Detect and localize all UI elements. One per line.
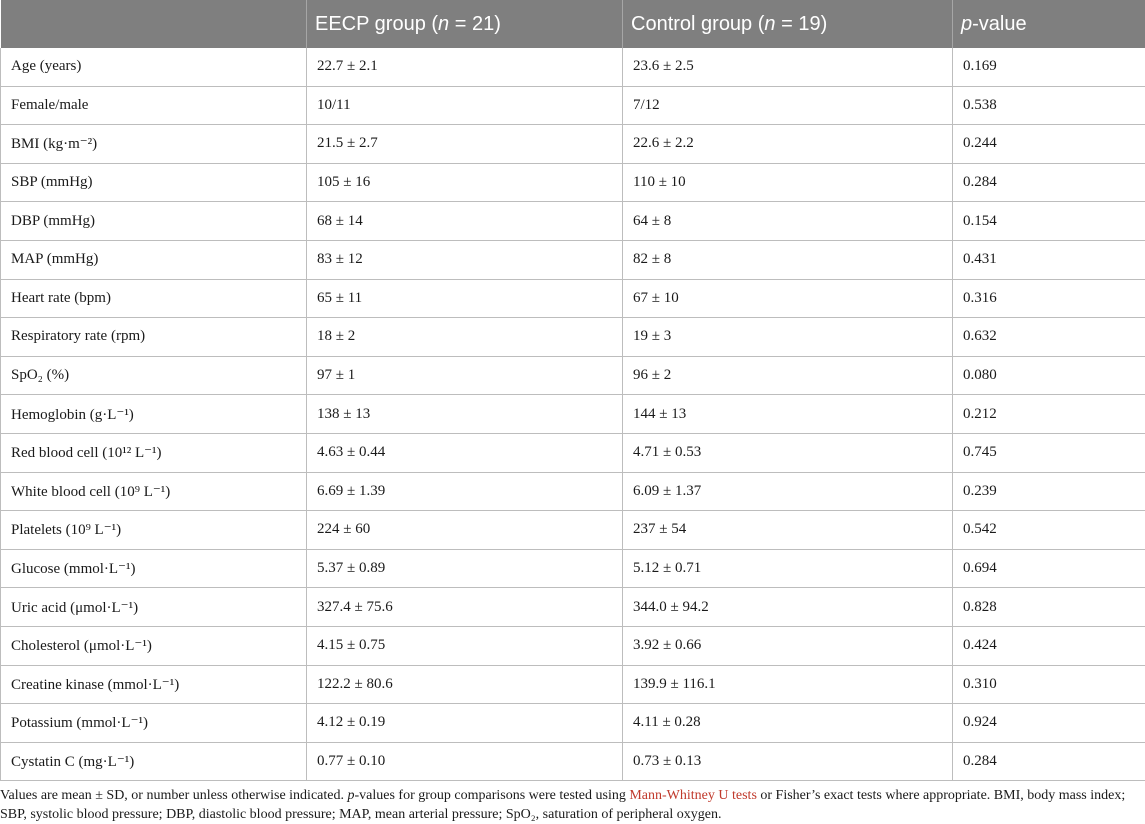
eecp-value-cell: 5.37 ± 0.89 [307, 549, 623, 588]
p-value-cell: 0.154 [953, 202, 1145, 241]
p-value-cell: 0.244 [953, 125, 1145, 164]
table-row [1, 356, 1145, 395]
row-label-cell: Uric acid (μmol·L⁻¹) [1, 588, 307, 627]
eecp-value-cell: 105 ± 16 [307, 163, 623, 202]
table-row [1, 48, 1145, 86]
table-row [1, 279, 1145, 318]
header-cell-control [623, 0, 953, 48]
table-row [1, 742, 1145, 781]
header-italic: p [961, 12, 973, 35]
header-text: EECP group ( [315, 12, 439, 35]
control-value-cell: 110 ± 10 [623, 163, 953, 202]
row-label-cell: Female/male [1, 86, 307, 125]
control-value-cell: 139.9 ± 116.1 [623, 665, 953, 704]
footnote-part2: -values for group comparisons were tested using [354, 788, 630, 803]
row-label-cell: Cystatin C (mg·L⁻¹) [1, 742, 307, 781]
control-value-cell: 19 ± 3 [623, 318, 953, 357]
control-value-cell: 67 ± 10 [623, 279, 953, 318]
control-value-cell: 0.73 ± 0.13 [623, 742, 953, 781]
eecp-value-cell: 6.69 ± 1.39 [307, 472, 623, 511]
eecp-value-cell: 4.15 ± 0.75 [307, 626, 623, 665]
table-row [1, 433, 1145, 472]
row-label-cell: Creatine kinase (mmol·L⁻¹) [1, 665, 307, 704]
p-value-cell: 0.080 [953, 356, 1145, 395]
control-value-cell: 6.09 ± 1.37 [623, 472, 953, 511]
table-footnote [0, 786, 1140, 824]
row-label-cell: Heart rate (bpm) [1, 279, 307, 318]
header-row [1, 0, 1145, 48]
p-value-cell: 0.310 [953, 665, 1145, 704]
eecp-value-cell: 327.4 ± 75.6 [307, 588, 623, 627]
control-value-cell: 5.12 ± 0.71 [623, 549, 953, 588]
header-italic: n [764, 12, 776, 35]
header-suffix: -value [972, 12, 1027, 35]
row-label-cell: Glucose (mmol·L⁻¹) [1, 549, 307, 588]
table-row [1, 163, 1145, 202]
eecp-value-cell: 4.12 ± 0.19 [307, 704, 623, 743]
p-value-cell: 0.542 [953, 511, 1145, 550]
table-row [1, 549, 1145, 588]
p-value-cell: 0.239 [953, 472, 1145, 511]
p-value-cell: 0.212 [953, 395, 1145, 434]
row-label-cell: Potassium (mmol·L⁻¹) [1, 704, 307, 743]
control-value-cell: 23.6 ± 2.5 [623, 48, 953, 86]
footnote-p-italic: p [347, 788, 355, 803]
row-label-cell: DBP (mmHg) [1, 202, 307, 241]
table-row [1, 202, 1145, 241]
eecp-value-cell: 0.77 ± 0.10 [307, 742, 623, 781]
header-italic: n [438, 12, 450, 35]
eecp-value-cell: 65 ± 11 [307, 279, 623, 318]
header-cell-label [1, 0, 307, 48]
mann-whitney-link[interactable]: Mann-Whitney U tests [629, 788, 757, 803]
control-value-cell: 4.71 ± 0.53 [623, 433, 953, 472]
p-value-cell: 0.632 [953, 318, 1145, 357]
eecp-value-cell: 10/11 [307, 86, 623, 125]
table-row [1, 125, 1145, 164]
eecp-value-cell: 4.63 ± 0.44 [307, 433, 623, 472]
control-value-cell: 344.0 ± 94.2 [623, 588, 953, 627]
control-value-cell: 4.11 ± 0.28 [623, 704, 953, 743]
control-value-cell: 3.92 ± 0.66 [623, 626, 953, 665]
table-row [1, 318, 1145, 357]
p-value-cell: 0.431 [953, 240, 1145, 279]
p-value-cell: 0.169 [953, 48, 1145, 86]
control-value-cell: 237 ± 54 [623, 511, 953, 550]
table-row [1, 240, 1145, 279]
eecp-value-cell: 122.2 ± 80.6 [307, 665, 623, 704]
row-label-cell: White blood cell (10⁹ L⁻¹) [1, 472, 307, 511]
table-row [1, 588, 1145, 627]
control-value-cell: 96 ± 2 [623, 356, 953, 395]
header-cell-p-value [953, 0, 1145, 48]
eecp-value-cell: 138 ± 13 [307, 395, 623, 434]
p-value-cell: 0.316 [953, 279, 1145, 318]
control-value-cell: 22.6 ± 2.2 [623, 125, 953, 164]
p-value-cell: 0.924 [953, 704, 1145, 743]
control-value-cell: 7/12 [623, 86, 953, 125]
table-row [1, 665, 1145, 704]
row-label-cell: MAP (mmHg) [1, 240, 307, 279]
row-label-cell: SBP (mmHg) [1, 163, 307, 202]
p-value-cell: 0.424 [953, 626, 1145, 665]
p-value-cell: 0.745 [953, 433, 1145, 472]
control-value-cell: 82 ± 8 [623, 240, 953, 279]
table-row [1, 86, 1145, 125]
row-label-cell: Respiratory rate (rpm) [1, 318, 307, 357]
eecp-value-cell: 22.7 ± 2.1 [307, 48, 623, 86]
row-label-cell: Red blood cell (10¹² L⁻¹) [1, 433, 307, 472]
table-row [1, 511, 1145, 550]
table-row [1, 472, 1145, 511]
table-body [1, 48, 1145, 781]
p-value-cell: 0.284 [953, 163, 1145, 202]
table-row [1, 395, 1145, 434]
p-value-cell: 0.538 [953, 86, 1145, 125]
table-row [1, 626, 1145, 665]
p-value-cell: 0.284 [953, 742, 1145, 781]
eecp-value-cell: 83 ± 12 [307, 240, 623, 279]
footnote-part3: or Fisher’s exact tests where appropriate. BMI, body mass index; SBP, systolic blood pressure; DBP, diastolic blood pressure; MAP, mean arterial pressure; SpO₂, saturation of peripheral oxygen. [0, 788, 1126, 822]
footnote-part1: Values are mean ± SD, or number unless otherwise indicated. [0, 788, 348, 803]
row-label-cell: Platelets (10⁹ L⁻¹) [1, 511, 307, 550]
p-value-cell: 0.694 [953, 549, 1145, 588]
header-cell-eecp [307, 0, 623, 48]
table-row [1, 704, 1145, 743]
control-value-cell: 64 ± 8 [623, 202, 953, 241]
eecp-value-cell: 18 ± 2 [307, 318, 623, 357]
eecp-value-cell: 224 ± 60 [307, 511, 623, 550]
header-suffix: = 21) [449, 12, 501, 35]
eecp-value-cell: 21.5 ± 2.7 [307, 125, 623, 164]
header-text: Control group ( [631, 12, 765, 35]
p-value-cell: 0.828 [953, 588, 1145, 627]
row-label-cell: Hemoglobin (g·L⁻¹) [1, 395, 307, 434]
row-label-cell: Age (years) [1, 48, 307, 86]
row-label-cell: Cholesterol (μmol·L⁻¹) [1, 626, 307, 665]
row-label-cell: SpO₂ (%) [1, 356, 307, 395]
control-value-cell: 144 ± 13 [623, 395, 953, 434]
eecp-value-cell: 68 ± 14 [307, 202, 623, 241]
eecp-value-cell: 97 ± 1 [307, 356, 623, 395]
header-suffix: = 19) [775, 12, 828, 35]
row-label-cell: BMI (kg·m⁻²) [1, 125, 307, 164]
